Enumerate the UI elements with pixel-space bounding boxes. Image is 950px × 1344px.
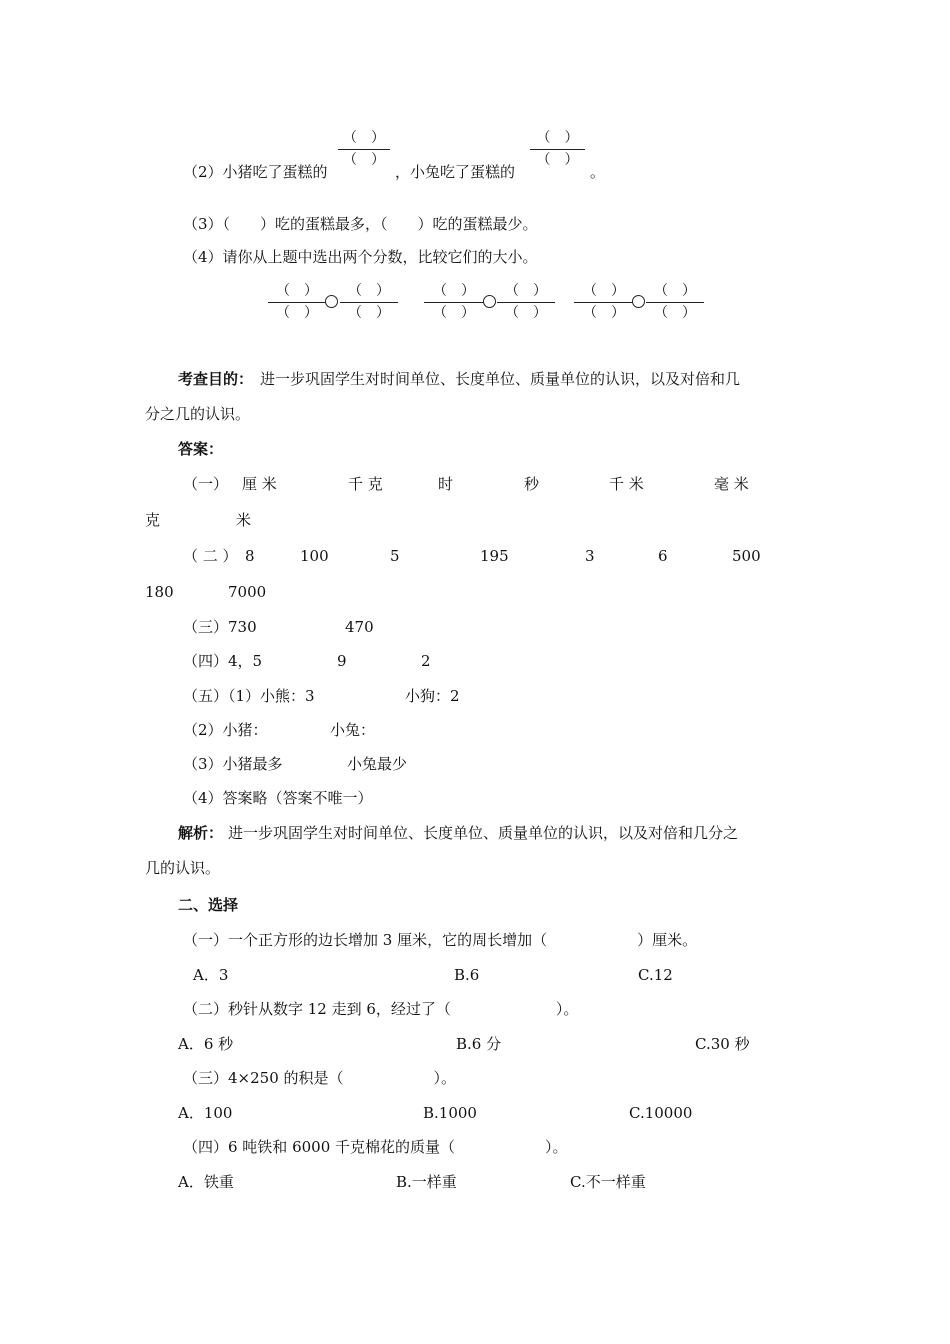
choice-q2-option-a[interactable]: A．6 秒 (178, 1035, 234, 1053)
choice-q1-option-a[interactable]: A．3 (193, 966, 229, 984)
answer-sub3-a: （3）小猪最多 (183, 755, 283, 773)
choice-q3: （三）4×250 的积是（ ）。 (183, 1069, 457, 1087)
fraction-numerator: （ ） (583, 283, 625, 299)
answer-1-item: 千 米 (609, 475, 644, 493)
answer-3-item: 470 (345, 618, 374, 636)
answer-1-item: 克 (145, 511, 161, 529)
fraction-bar (497, 302, 555, 303)
answer-4-item: 9 (337, 652, 347, 670)
answer-1-item: 秒 (524, 475, 540, 493)
answer-2-item: 100 (300, 547, 329, 565)
answer-4-item: 2 (421, 652, 431, 670)
choice-q4: （四）6 吨铁和 6000 千克棉花的质量（ ）。 (183, 1138, 568, 1156)
analysis-text-line1: 进一步巩固学生对时间单位、长度单位、质量单位的认识，以及对倍和几分之 (228, 824, 739, 842)
choice-q1-option-b[interactable]: B.6 (454, 966, 480, 984)
answer-1-item: 毫 米 (714, 475, 749, 493)
answer-sub2-b: 小兔： (330, 721, 376, 739)
choice-q4-option-b[interactable]: B.一样重 (396, 1173, 457, 1191)
choice-heading: 二、选择 (178, 896, 239, 914)
answer-2-item: 6 (658, 547, 668, 565)
compare-circle[interactable] (325, 295, 338, 308)
fraction-bar (424, 302, 484, 303)
answer-1-label: （一） (183, 475, 229, 493)
answer-1-item: 厘 米 (242, 475, 277, 493)
fraction-numerator: （ ） (654, 283, 696, 299)
purpose-text-line2: 分之几的认识。 (145, 405, 251, 423)
fraction-numerator: （ ） (505, 283, 547, 299)
answer-2-item: 195 (480, 547, 509, 565)
fraction-numerator: （ ） (348, 283, 390, 299)
fraction-bar (338, 149, 390, 150)
answer-2-item: 3 (585, 547, 595, 565)
answer-1-item: 时 (438, 475, 454, 493)
choice-q4-option-a[interactable]: A．铁重 (178, 1173, 234, 1191)
fraction-bar (530, 149, 585, 150)
answer-sub3-b: 小兔最少 (347, 755, 408, 773)
answer-2-item: 8 (245, 547, 255, 565)
answer-sub2-a: （2）小猪： (183, 721, 268, 739)
answer-3-label: （三）730 (183, 618, 257, 636)
fraction-bar (340, 302, 398, 303)
choice-q2-option-b[interactable]: B.6 分 (456, 1035, 502, 1053)
question-4-text: （4）请你从上题中选出两个分数，比较它们的大小。 (183, 248, 538, 266)
analysis-text-line2: 几的认识。 (145, 859, 221, 877)
answer-2-label: （ 二 ） (183, 547, 238, 565)
fraction-denominator: （ ） (433, 305, 475, 321)
purpose-text-line1: 进一步巩固学生对时间单位、长度单位、质量单位的认识，以及对倍和几 (260, 370, 741, 388)
question-3-text: （3）（ ）吃的蛋糕最多，（ ）吃的蛋糕最少。 (183, 215, 538, 233)
fraction-denominator: （ ） (536, 152, 579, 168)
fraction-numerator: （ ） (433, 283, 475, 299)
compare-circle[interactable] (632, 295, 645, 308)
fraction-numerator: （ ） (536, 130, 579, 146)
choice-q3-option-c[interactable]: C.10000 (629, 1104, 693, 1122)
fraction-denominator: （ ） (505, 305, 547, 321)
question-2-text-b: ，小兔吃了蛋糕的 (395, 163, 516, 181)
answer-1-item: 米 (236, 511, 252, 529)
choice-q2: （二）秒针从数字 12 走到 6，经过了（ ）。 (183, 1000, 579, 1018)
answer-4-label: （四）4，5 (183, 652, 263, 670)
fraction-numerator: （ ） (343, 130, 385, 146)
fraction-denominator: （ ） (654, 305, 696, 321)
purpose-label: 考查目的： (178, 370, 254, 388)
answer-2-item: 180 (145, 583, 174, 601)
answer-2-item: 7000 (228, 583, 267, 601)
answer-2-item: 500 (732, 547, 761, 565)
answer-5-label: （五）（1）小熊：3 (183, 687, 315, 705)
question-2-text-c: 。 (590, 163, 606, 181)
fraction-bar (646, 302, 704, 303)
fraction-denominator: （ ） (348, 305, 390, 321)
fraction-denominator: （ ） (583, 305, 625, 321)
choice-q4-option-c[interactable]: C.不一样重 (570, 1173, 646, 1191)
answer-label: 答案： (178, 440, 224, 458)
answer-5-item: 小狗：2 (405, 687, 460, 705)
compare-circle[interactable] (483, 295, 496, 308)
choice-q1: （一）一个正方形的边长增加 3 厘米，它的周长增加（ ）厘米。 (183, 931, 698, 949)
answer-2-item: 5 (390, 547, 400, 565)
fraction-bar (268, 302, 326, 303)
question-2-text-a: （2）小猪吃了蛋糕的 (183, 163, 328, 181)
answer-1-item: 千 克 (348, 475, 383, 493)
fraction-bar (574, 302, 634, 303)
analysis-label: 解析： (178, 824, 224, 842)
fraction-numerator: （ ） (276, 283, 318, 299)
fraction-denominator: （ ） (343, 152, 385, 168)
choice-q2-option-c[interactable]: C.30 秒 (695, 1035, 750, 1053)
answer-sub4: （4）答案略（答案不唯一） (183, 789, 373, 807)
choice-q3-option-a[interactable]: A．100 (178, 1104, 233, 1122)
choice-q3-option-b[interactable]: B.1000 (423, 1104, 477, 1122)
fraction-denominator: （ ） (276, 305, 318, 321)
choice-q1-option-c[interactable]: C.12 (638, 966, 673, 984)
